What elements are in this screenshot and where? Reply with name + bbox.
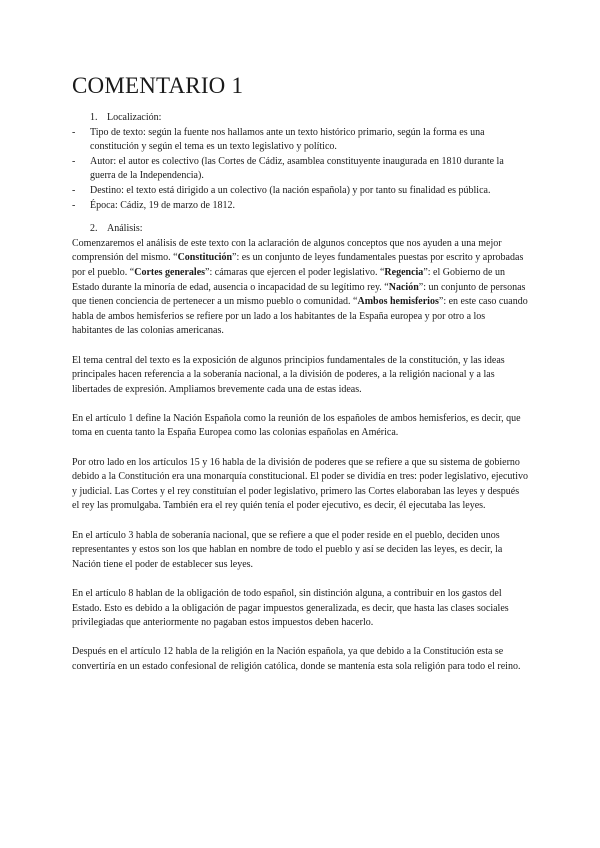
term: Ambos hemisferios <box>357 296 439 308</box>
section-number: 2. <box>90 223 98 235</box>
section-localizacion <box>72 111 528 213</box>
bullet-label: Tipo de texto: <box>90 126 146 138</box>
list-item <box>72 184 528 199</box>
term: Constitución <box>177 252 233 264</box>
term: Nación <box>388 281 419 293</box>
bullet-dash: - <box>72 199 76 211</box>
term-definition: : en este caso cuando habla de ambos hemisferios se refiere por un lado a los habitantes de la España europea y por otro a los habitantes de las colonias americanas. <box>72 296 528 337</box>
bullet-dash: - <box>72 184 76 196</box>
list-item <box>72 126 528 155</box>
term: Regencia <box>384 266 424 278</box>
section-analisis <box>72 222 528 674</box>
bullet-label: Autor: <box>90 155 117 167</box>
bullet-text: Cádiz, 19 de marzo de 1812. <box>120 199 235 211</box>
list-item-text <box>90 184 528 199</box>
list-item <box>72 199 528 214</box>
list-item-text <box>90 155 528 184</box>
bullet-text: según la fuente nos hallamos ante un texto histórico primario, según la forma es una constitución y según el tema es un texto legislativo y político. <box>90 126 485 153</box>
section-heading <box>72 111 528 126</box>
section-heading-text: Localización: <box>107 112 162 123</box>
bullet-dash: - <box>72 126 76 138</box>
term-definition: : es un conjunto de leyes fundamentales puestas por escrito y aprobadas por el pueblo. <box>72 252 524 278</box>
body-paragraph: En el artículo 8 hablan de la obligación de todo español, sin distinción alguna, a contribuir en los gastos del Estado. Esto es debido a la obligación de pagar impuestos generalizada, es decir, que hasta las clases sociales privilegiadas que anteriormente no pagaban estos impuestos deben hacerlo. <box>72 588 509 629</box>
section-heading-text: Análisis: <box>107 223 143 235</box>
bullet-label: Época: <box>90 199 118 211</box>
term: Cortes generales <box>134 266 206 278</box>
definitions-paragraph: Comenzaremos el análisis de este texto con la aclaración de algunos conceptos que nos ayuden a una mejor comprensión del mismo. “Constitución”: es un conjunto de leyes fundamentales puestas por escrito y aprobadas por el pueblo. “Cortes generales”: cámaras que ejercen el poder legislativo. “Regencia”: el Gobierno de un Estado durante la minoría de edad, ausencia o incapacidad de su legítimo rey. “Nación”: un conjunto de personas que tienen conciencia de pertenecer a un mismo pueblo o comunidad. “Ambos hemisferios”: en este caso cuando habla de ambos hemisferios se refiere por un lado a los habitantes de la España europea y por otro a los habitantes de las colonias americanas. <box>72 237 528 337</box>
bullet-label: Destino: <box>90 184 124 196</box>
section-number: 1. <box>90 112 98 123</box>
list-item <box>72 155 528 184</box>
term-definition: : un conjunto de personas que tienen conciencia de pertenecer a un mismo pueblo o comunidad. <box>72 281 526 308</box>
body-paragraph: En el artículo 1 define la Nación Española como la reunión de los españoles de ambos hemisferios, es decir, que toma en cuenta tanto la España Europea como las colonias españolas en América. <box>72 412 521 439</box>
list-item-text <box>90 199 528 214</box>
bullet-text: el texto está dirigido a un colectivo (la nación española) y por tanto su finalidad es pública. <box>126 184 491 196</box>
document-page <box>72 72 528 675</box>
term-definition: : cámaras que ejercen el poder legislativo. <box>209 266 378 278</box>
bullet-text: el autor es colectivo (las Cortes de Cádiz, asamblea constituyente inaugurada en 1810 durante la guerra de la Independencia). <box>90 155 504 182</box>
list-item-text <box>90 126 528 155</box>
term-definition: : el Gobierno de un Estado durante la minoría de edad, ausencia o incapacidad de su legítimo rey. <box>72 266 505 293</box>
section-heading <box>72 222 528 237</box>
body-paragraph: En el artículo 3 habla de soberanía nacional, que se refiere a que el poder reside en el pueblo, deciden unos representantes y estos son los que hablan en nombre de todo el pueblo y así se deciden las leyes, es decir, la Nación tiene el poder de establecer sus leyes. <box>72 529 503 570</box>
body-paragraph: El tema central del texto es la exposición de algunos principios fundamentales de la constitución, y las ideas principales hacen referencia a la soberanía nacional, a la división de poderes, a la religión nacional y a las libertades de expresión. Ampliamos brevemente cada una de estas ideas. <box>72 354 505 395</box>
body-paragraph: Después en el artículo 12 habla de la religión en la Nación española, ya que debido a la Constitución esta se convertiría en un estado confesional de religión católica, donde se mantenía esta sola religión para todo el reino. <box>72 646 521 672</box>
bullet-dash: - <box>72 155 76 167</box>
body-paragraph: Por otro lado en los artículos 15 y 16 habla de la división de poderes que se refiere a que su sistema de gobierno debido a la Constitución era una monarquía constitucional. El poder se dividía en tres: poder legislativo, ejecutivo y judicial. Las Cortes y el rey constituían el poder legislativo, primero las Cortes elaboraban las leyes y después el rey las promulgaba. También era el rey quién tenía el poder ejecutivo, es decir, él ejecutaba las leyes. <box>72 456 528 512</box>
intro-text: Comenzaremos el análisis de este texto con la aclaración de algunos conceptos que nos ayuden a una mejor comprensión del mismo. <box>72 237 502 264</box>
page-title: COMENTARIO 1 <box>72 73 244 98</box>
